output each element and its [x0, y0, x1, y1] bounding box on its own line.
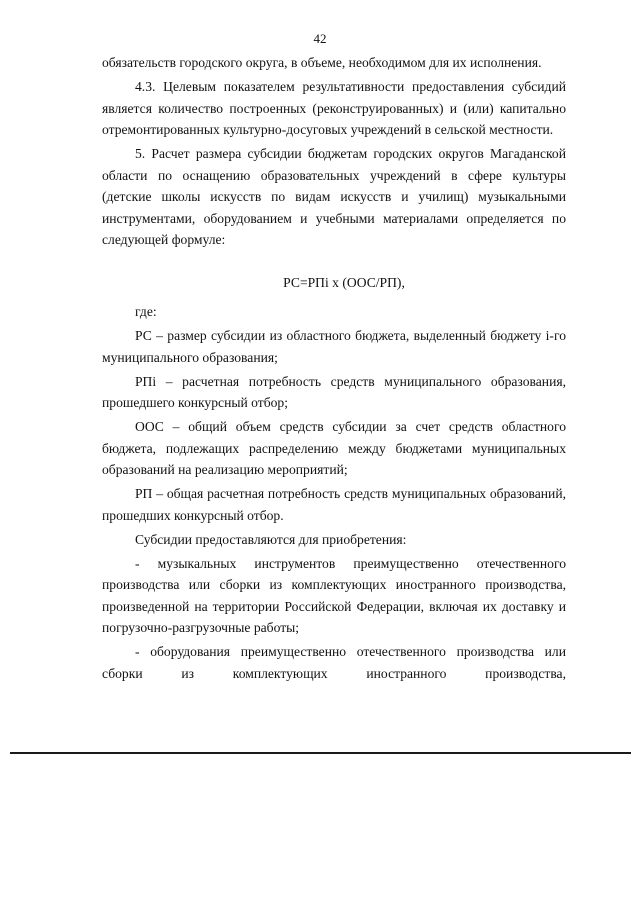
where-label: где:: [135, 304, 157, 319]
document-body: [102, 52, 566, 687]
definition-oos: ООС – общий объем средств субсидии за счет средств областного бюджета, подлежащих распределению между бюджетами муниципальных образований на реализацию мероприятий;: [102, 419, 566, 477]
definition-rpi: РПi – расчетная потребность средств муниципального образования, прошедшего конкурсный отбор;: [102, 373, 566, 410]
list-item-instruments: - музыкальных инструментов преимущественно отечественного производства или сборки из комплектующих иностранного производства, произведенной на территории Российской Федерации, включая их доставку и погрузочно-разгрузочные работы;: [102, 555, 566, 635]
paragraph-5: 5. Расчет размера субсидии бюджетам городских округов Магаданской области по оснащению образовательных учреждений в сфере культуры (детские школы искусств по видам искусств и училищ) музыкальными инструментами, оборудованием и учебными материалами определяется по следующей формуле:: [102, 146, 566, 247]
page-bottom-rule: [10, 752, 631, 754]
list-item-equipment: - оборудования преимущественно отечественного производства или сборки из комплектующих иностранного производства,: [102, 644, 566, 681]
formula: РС=РПi х (ООС/РП),: [283, 274, 405, 290]
page-number: 42: [313, 31, 327, 46]
definition-rs: РС – размер субсидии из областного бюджета, выделенный бюджету i-го муниципального образования;: [102, 328, 566, 365]
subsidies-intro: Субсидии предоставляются для приобретения:: [135, 531, 407, 547]
paragraph-continuation: обязательств городского округа, в объеме, необходимом для их исполнения.: [102, 55, 542, 70]
paragraph-4-3: 4.3. Целевым показателем результативности предоставления субсидий является количество построенных (реконструированных) и (или) капитально отремонтированных культурно-досуговых учреждений в сельской местности.: [102, 79, 566, 137]
definition-rp: РП – общая расчетная потребность средств муниципальных образований, прошедших конкурсный отбор.: [102, 486, 566, 523]
